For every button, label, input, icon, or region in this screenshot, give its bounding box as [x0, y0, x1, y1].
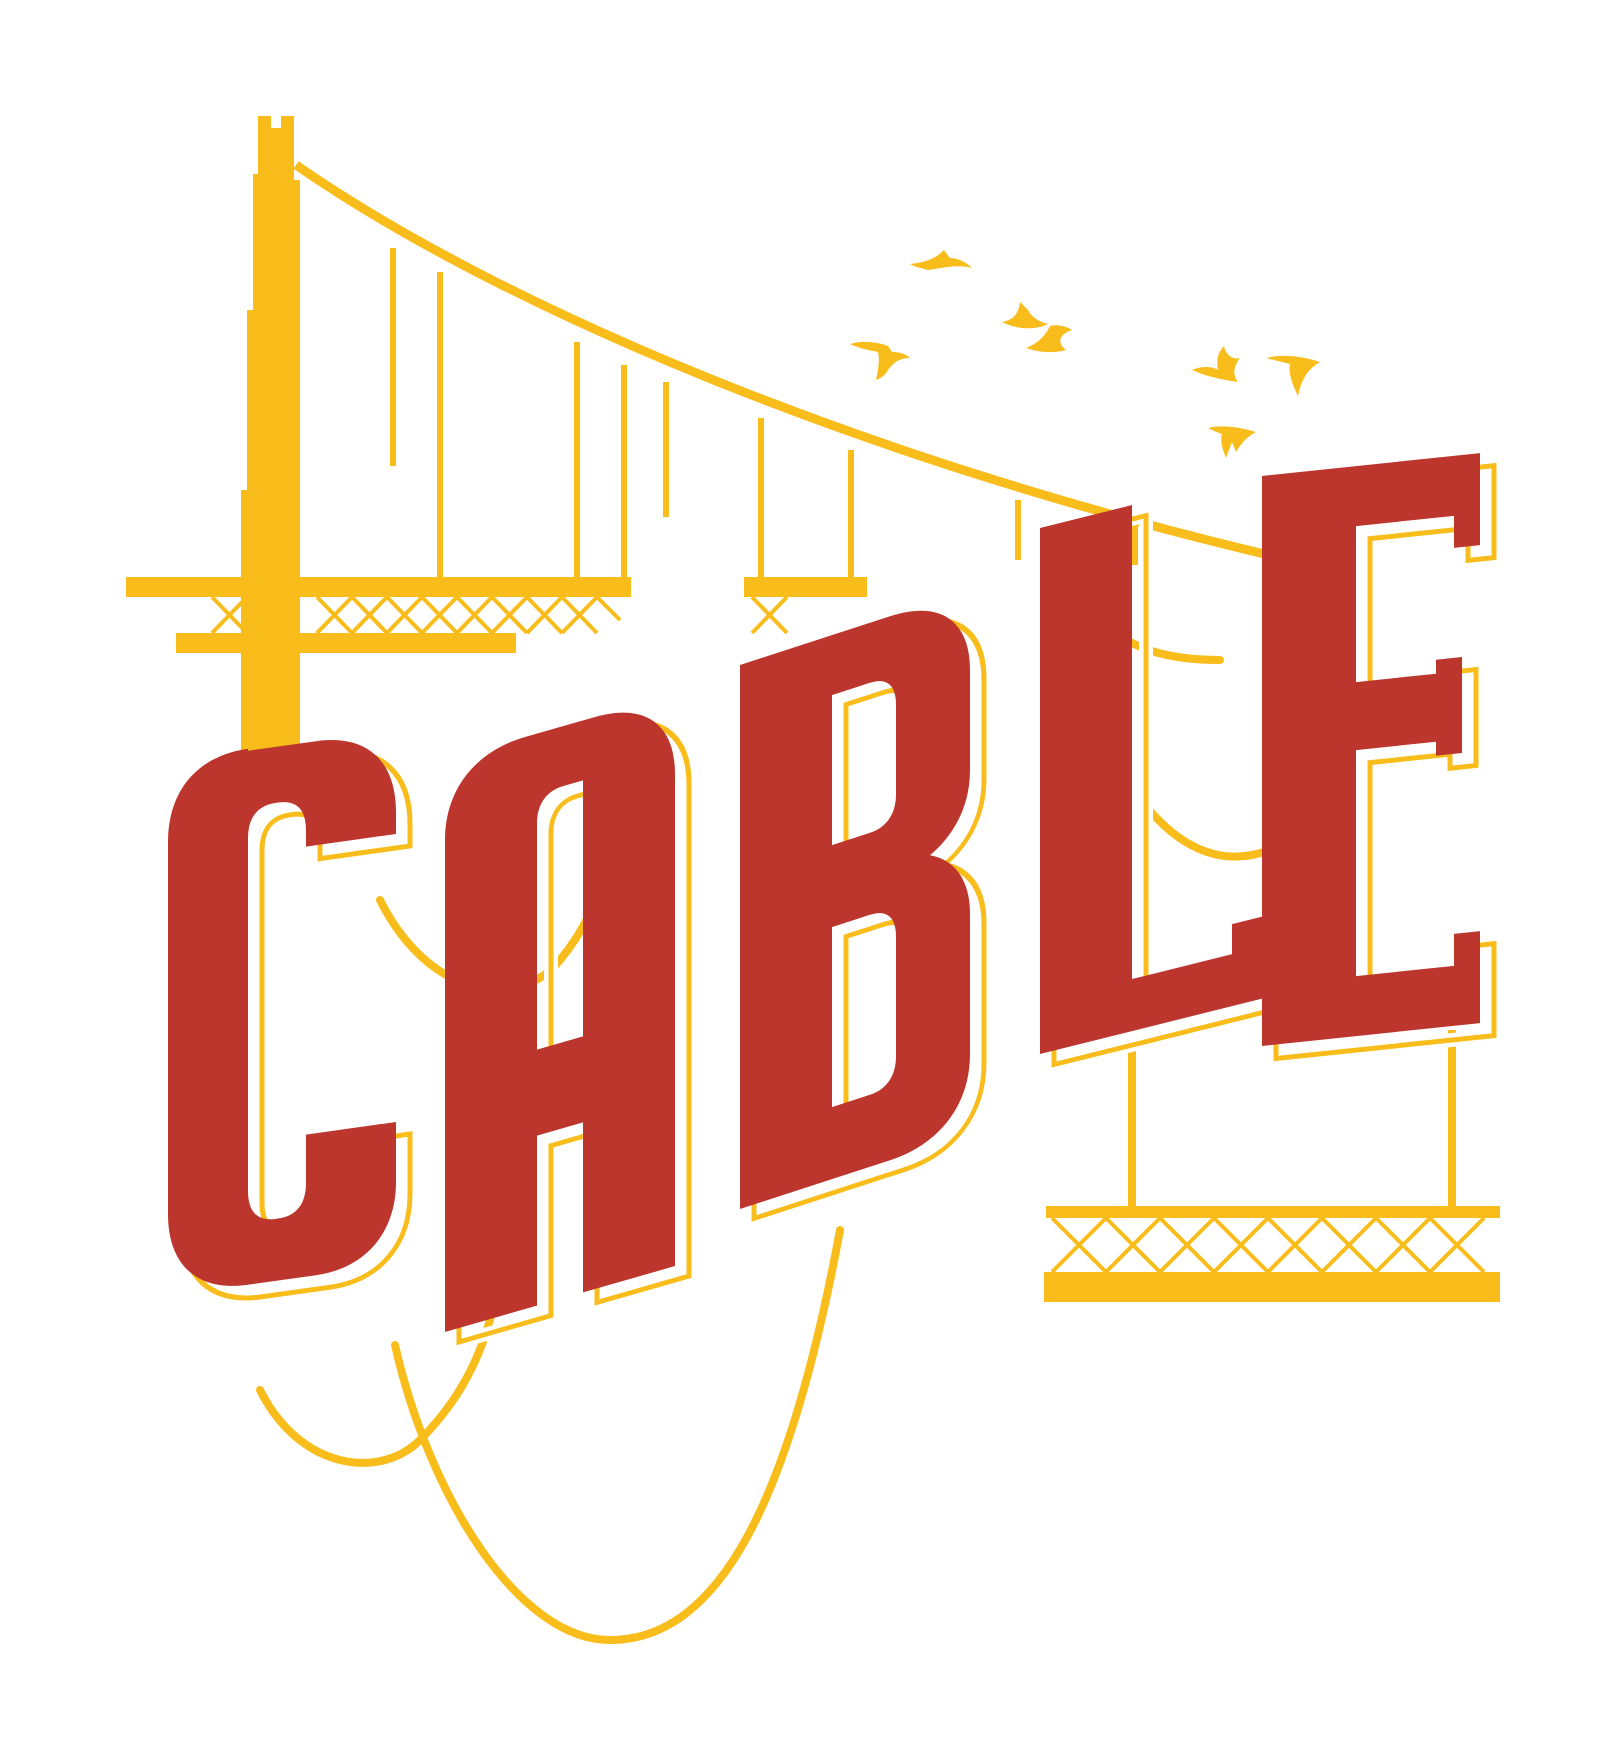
bird-icon	[1266, 356, 1320, 396]
letter-l	[1040, 469, 1276, 1068]
bird-icon	[1026, 325, 1072, 352]
bridge-deck-right	[1044, 1030, 1500, 1302]
main-cable	[296, 165, 1290, 560]
letter-b	[740, 586, 984, 1223]
birds	[850, 250, 1320, 458]
bird-icon	[1192, 346, 1240, 382]
bridge-deck-left	[126, 577, 867, 653]
bird-icon	[910, 250, 972, 270]
letter-c	[168, 726, 410, 1310]
letter-a	[445, 690, 689, 1346]
bridge-tower	[241, 116, 300, 790]
bridge-hangers	[390, 248, 1138, 580]
bird-icon	[1002, 302, 1048, 328]
bird-icon	[850, 342, 910, 380]
letter-e	[1262, 452, 1494, 1060]
bird-icon	[1208, 426, 1256, 458]
